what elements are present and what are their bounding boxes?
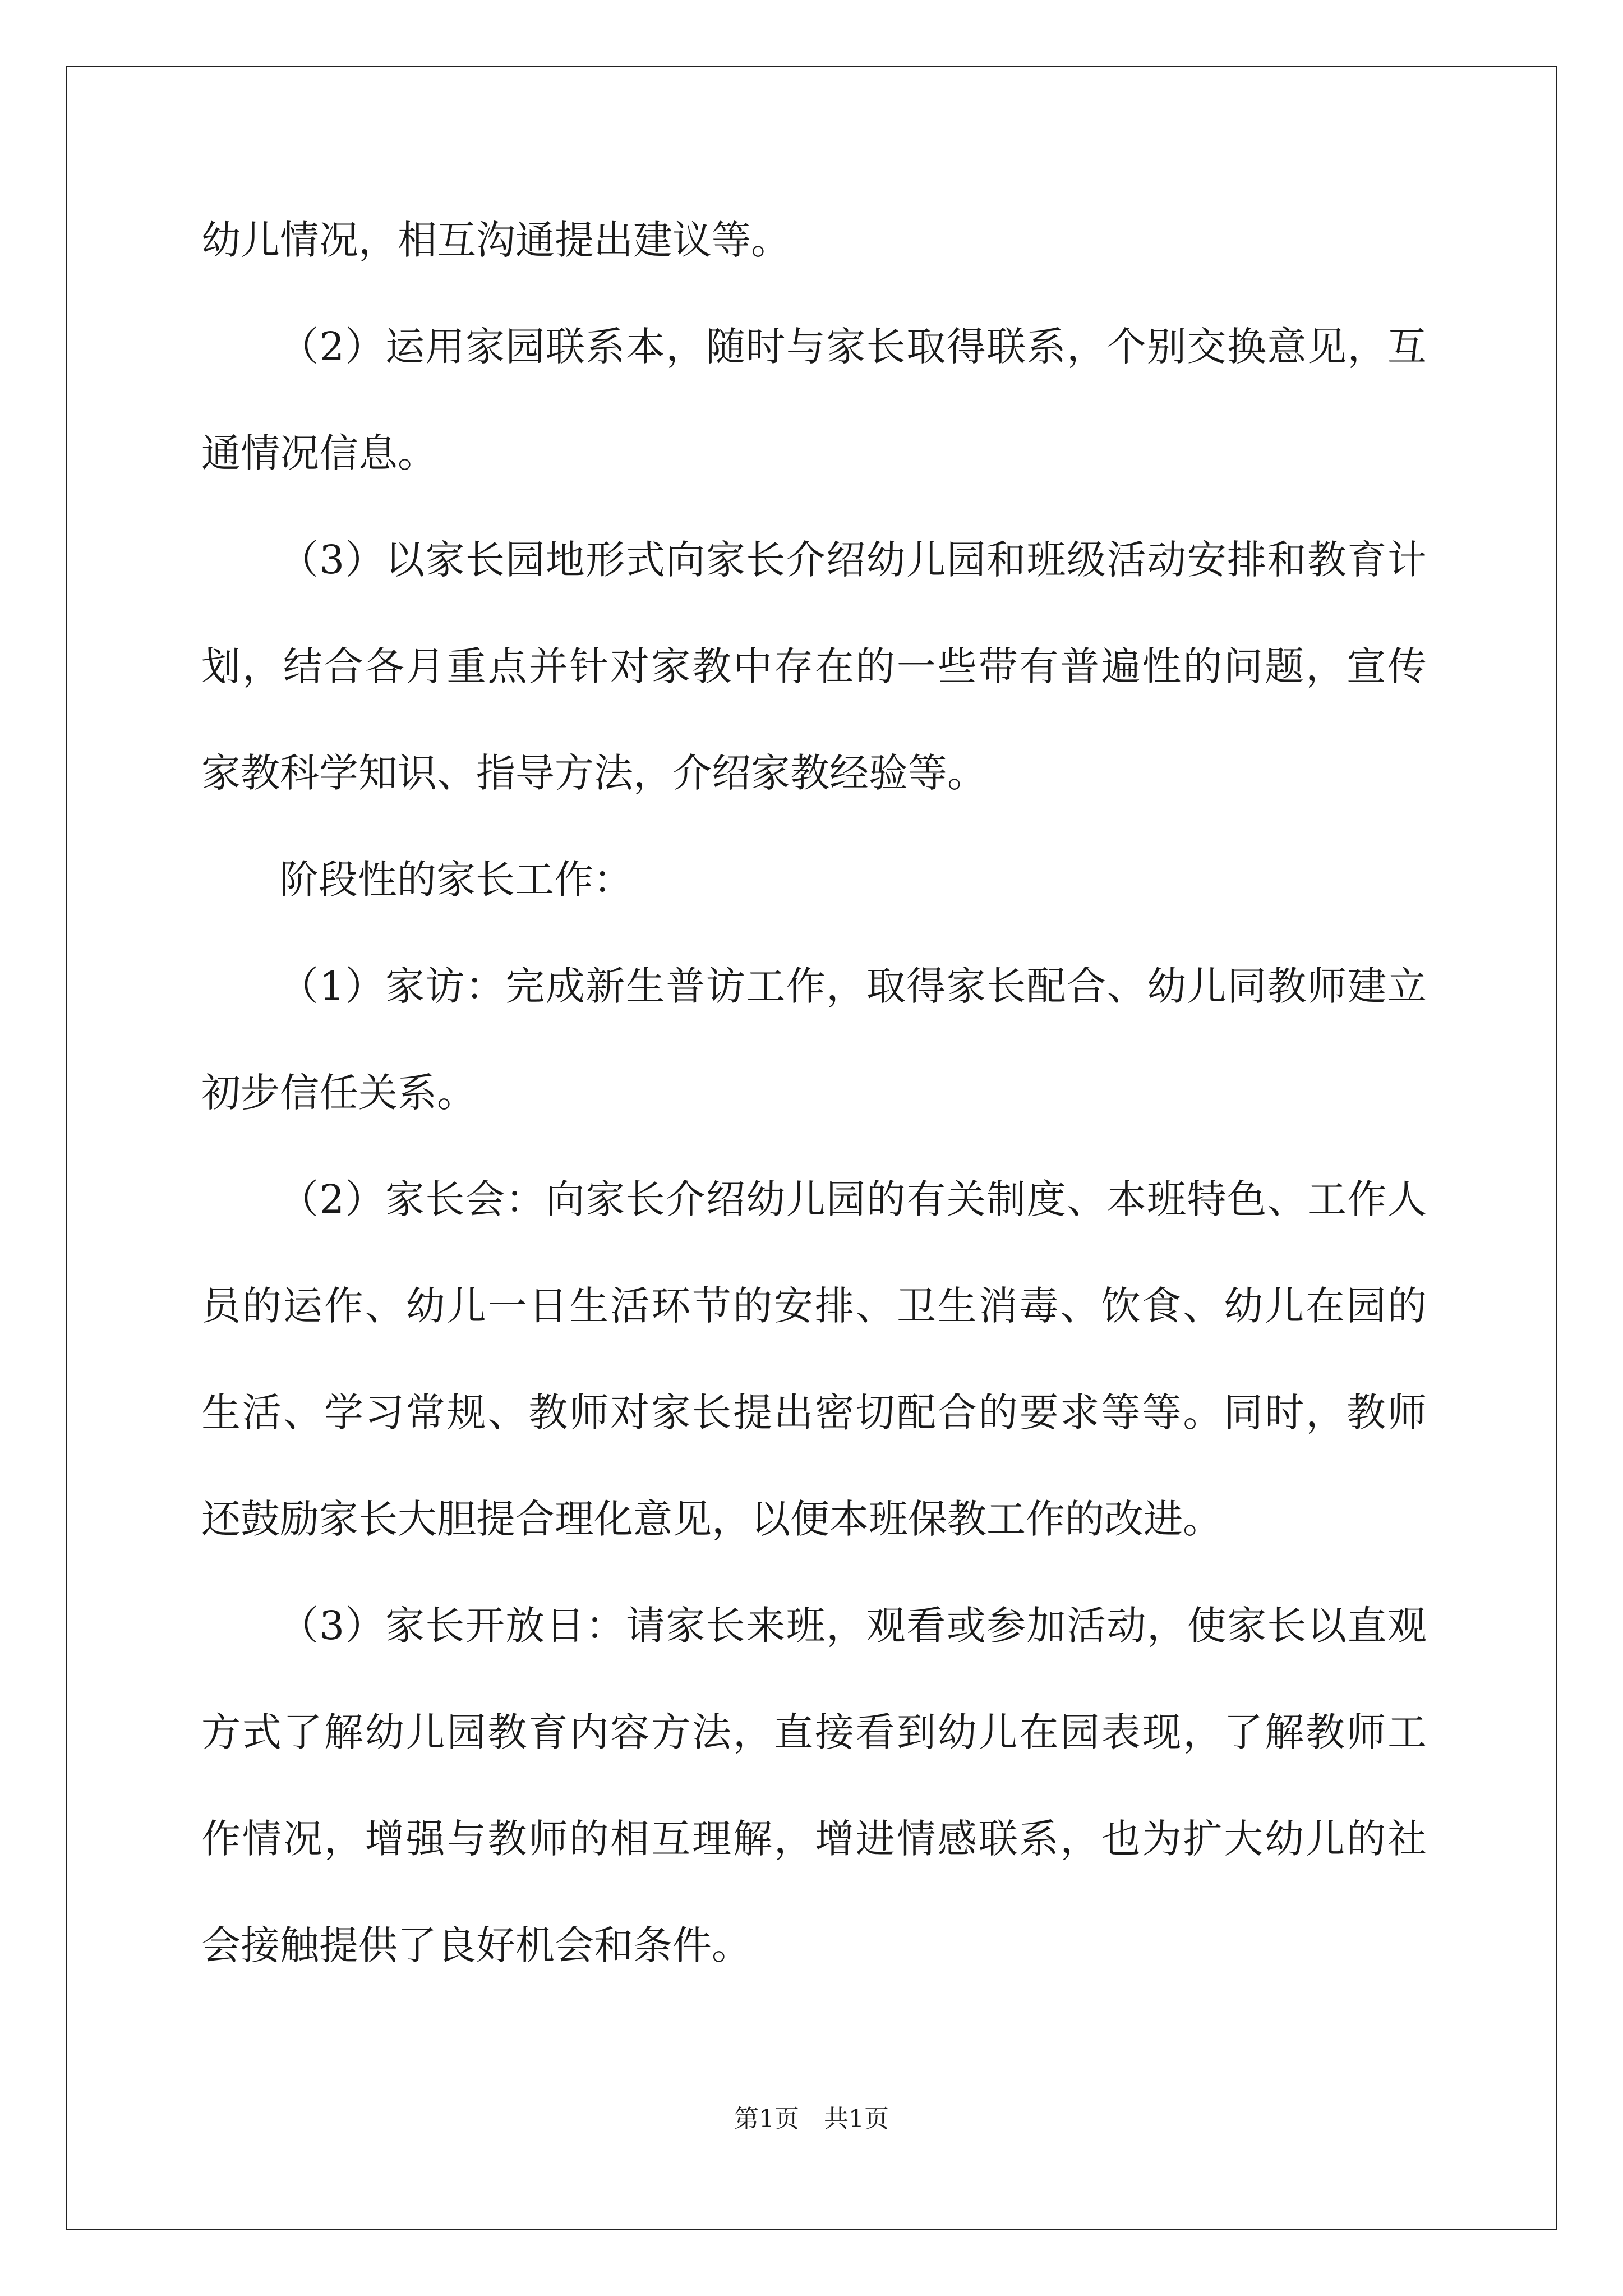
text-line: （1）家访：完成新生普访工作，取得家长配合、幼儿同教师建立	[279, 963, 1427, 1009]
text-line: 方式了解幼儿园教育内容方法，直接看到幼儿在园表现，了解教师工	[201, 1709, 1427, 1755]
text-line: 幼儿情况，相互沟通提出建议等。	[201, 217, 790, 263]
text-line: （2）家长会：向家长介绍幼儿园的有关制度、本班特色、工作人	[279, 1176, 1427, 1222]
text-line: 作情况，增强与教师的相互理解，增进情感联系，也为扩大幼儿的社	[201, 1816, 1427, 1862]
text-line: （3）家长开放日：请家长来班，观看或参加活动，使家长以直观	[279, 1603, 1427, 1649]
text-line: 家教科学知识、指导方法，介绍家教经验等。	[201, 750, 986, 796]
page-total: 共1页	[824, 2105, 889, 2133]
page-footer	[0, 2102, 1623, 2136]
section-heading: 阶段性的家长工作：	[279, 857, 633, 903]
page-number: 第1页	[734, 2105, 799, 2133]
text-line: 通情况信息。	[201, 430, 437, 476]
text-line: 会接触提供了良好机会和条件。	[201, 1922, 751, 1968]
text-line: 划，结合各月重点并针对家教中存在的一些带有普遍性的问题，宣传	[201, 643, 1427, 689]
text-line: 初步信任关系。	[201, 1070, 476, 1116]
text-line: （3）以家长园地形式向家长介绍幼儿园和班级活动安排和教育计	[279, 537, 1427, 583]
text-line: （2）运用家园联系本，随时与家长取得联系，个别交换意见，互	[279, 324, 1427, 370]
text-line: 还鼓励家长大胆提合理化意见，以便本班保教工作的改进。	[201, 1496, 1222, 1542]
text-line: 员的运作、幼儿一日生活环节的安排、卫生消毒、饮食、幼儿在园的	[201, 1283, 1427, 1329]
text-line: 生活、学习常规、教师对家长提出密切配合的要求等等。同时，教师	[201, 1389, 1427, 1435]
page-border	[66, 66, 1557, 2230]
